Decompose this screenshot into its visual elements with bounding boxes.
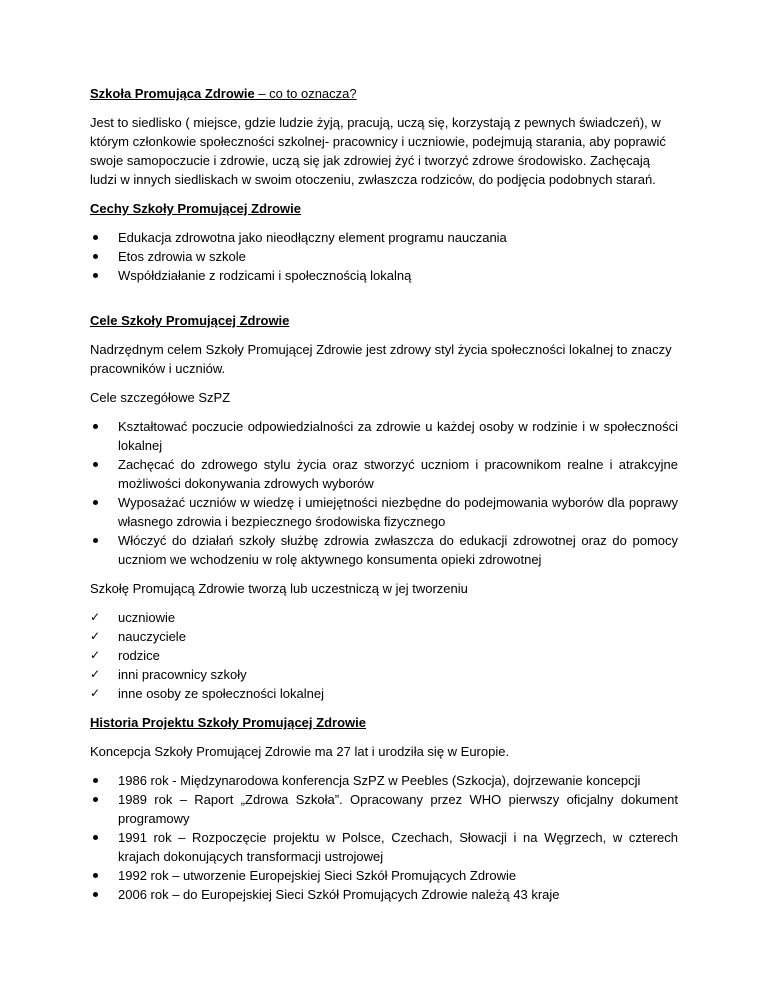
list-item-text: 2006 rok – do Europejskiej Sieci Szkół Promujących Zdrowie należą 43 kraje: [118, 887, 560, 902]
list-item: [90, 608, 678, 627]
list-item-text: 1989 rok – Raport „Zdrowa Szkoła”. Opracowany przez WHO pierwszy oficjalny dokument programowy: [118, 792, 678, 826]
list-item-text: inne osoby ze społeczności lokalnej: [118, 686, 324, 701]
section-title: Cechy Szkoły Promującej Zdrowie: [90, 201, 301, 216]
list-item: [90, 627, 678, 646]
creators-list: [90, 608, 678, 703]
section-title-bold: Szkoła Promująca Zdrowie: [90, 86, 255, 101]
list-item-text: rodzice: [118, 648, 160, 663]
list-item-text: Edukacja zdrowotna jako nieodłączny element programu nauczania: [118, 230, 507, 245]
list-item-text: inni pracownicy szkoły: [118, 667, 247, 682]
checkmark-icon: ✓: [90, 629, 101, 643]
list-item-text: Zachęcać do zdrowego stylu życia oraz stworzyć uczniom i pracownikom realne i atrakcyjne możliwości dokonywania zdrowych wyborów: [118, 457, 678, 491]
creators-intro: Szkołę Promującą Zdrowie tworzą lub uczestniczą w jej tworzeniu: [90, 581, 468, 596]
list-item: [90, 684, 678, 703]
list-item: [90, 646, 678, 665]
intro-paragraph: Jest to siedlisko ( miejsce, gdzie ludzie żyją, pracują, uczą się, korzystają z pewnych świadczeń), w którym członkowie społeczności szkolnej- pracownicy i uczniowie, podejmują starania, aby poprawić swoje samopoczucie i zdrowie, uczą się jak zdrowiej żyć i tworzyć zdrowe środowisko. Zachęcają ludzi w innych siedliskach w swoim otoczeniu, zwłaszcza rodziców, do podjęcia podobnych starań.: [90, 115, 666, 187]
section-heading-features: [90, 199, 678, 218]
list-item: [90, 228, 678, 247]
list-item-text: uczniowie: [118, 610, 176, 625]
list-item: [90, 266, 678, 285]
list-item: [90, 828, 678, 866]
checkmark-icon: ✓: [90, 667, 101, 681]
document-page: [90, 84, 678, 904]
section-title: Historia Projektu Szkoły Promującej Zdrowie: [90, 715, 366, 730]
list-item: [90, 531, 678, 569]
list-item-text: Współdziałanie z rodzicami i społecznością lokalną: [118, 268, 412, 283]
history-list: [90, 771, 678, 904]
section-title-rest: – co to oznacza?: [254, 86, 357, 101]
list-item-text: Kształtować poczucie odpowiedzialności za zdrowie u każdej osoby w rodzinie i w społeczności lokalnej: [118, 419, 678, 453]
section-heading-goals: [90, 311, 678, 330]
goals-subheading: Cele szczegółowe SzPZ: [90, 390, 231, 405]
goals-list: [90, 417, 678, 569]
list-item: [90, 866, 678, 885]
list-item: [90, 771, 678, 790]
list-item: [90, 247, 678, 266]
checkmark-icon: ✓: [90, 686, 101, 700]
section-title: Cele Szkoły Promującej Zdrowie: [90, 313, 290, 328]
list-item-text: Wyposażać uczniów w wiedzę i umiejętności niezbędne do podejmowania wyborów dla poprawy własnego zdrowia i bezpiecznego środowiska fizycznego: [118, 495, 678, 529]
history-paragraph: Koncepcja Szkoły Promującej Zdrowie ma 27 lat i urodziła się w Europie.: [90, 744, 510, 759]
goals-paragraph: Nadrzędnym celem Szkoły Promującej Zdrowie jest zdrowy styl życia społeczności lokalnej to znaczy pracowników i uczniów.: [90, 342, 672, 376]
checkmark-icon: ✓: [90, 648, 101, 662]
list-item: [90, 493, 678, 531]
features-list: [90, 228, 678, 285]
list-item: [90, 790, 678, 828]
list-item-text: Włóczyć do działań szkoły służbę zdrowia zwłaszcza do edukacji zdrowotnej oraz do pomocy uczniom we wchodzeniu w rolę aktywnego konsumenta opieki zdrowotnej: [118, 533, 678, 567]
list-item: [90, 665, 678, 684]
list-item-text: nauczyciele: [118, 629, 186, 644]
list-item: [90, 455, 678, 493]
list-item-text: 1991 rok – Rozpoczęcie projektu w Polsce, Czechach, Słowacji i na Węgrzech, w czterech krajach dokonujących transformacji ustrojowej: [118, 830, 678, 864]
list-item-text: Etos zdrowia w szkole: [118, 249, 246, 264]
list-item: [90, 417, 678, 455]
checkmark-icon: ✓: [90, 610, 101, 624]
list-item: [90, 885, 678, 904]
section-heading-intro: [90, 84, 678, 103]
section-heading-history: [90, 713, 678, 732]
list-item-text: 1992 rok – utworzenie Europejskiej Sieci Szkół Promujących Zdrowie: [118, 868, 517, 883]
list-item-text: 1986 rok - Międzynarodowa konferencja SzPZ w Peebles (Szkocja), dojrzewanie koncepcji: [118, 773, 641, 788]
